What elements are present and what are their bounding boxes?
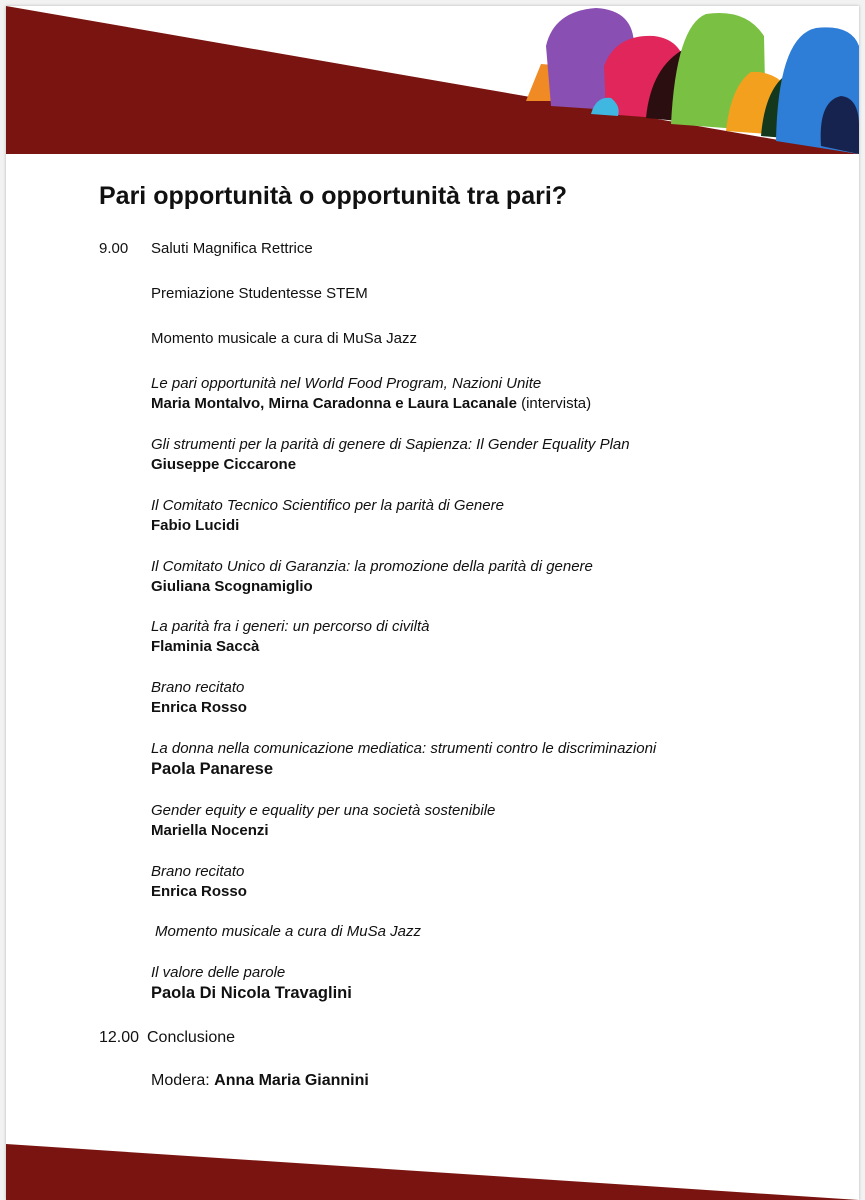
music-item: Momento musicale a cura di MuSa Jazz: [151, 330, 417, 347]
talk-speakers: Enrica Rosso: [151, 883, 247, 900]
talk-speakers: Giuliana Scognamiglio: [151, 578, 313, 595]
music-item: Momento musicale a cura di MuSa Jazz: [155, 923, 421, 940]
talk-title: Brano recitato: [151, 863, 245, 880]
footer-banner: [6, 1136, 859, 1200]
moderator-line: [151, 1072, 369, 1090]
talk-speakers: Paola Di Nicola Travaglini: [151, 984, 352, 1002]
talk-title: Brano recitato: [151, 679, 245, 696]
talk-speakers: Mariella Nocenzi: [151, 822, 269, 839]
talk-speakers: Giuseppe Ciccarone: [151, 456, 297, 473]
moderator-name: Anna Maria Giannini: [214, 1072, 369, 1089]
talk-title: Le pari opportunità nel World Food Program, Nazioni Unite: [151, 375, 542, 392]
talk-speakers: Flaminia Saccà: [151, 638, 260, 655]
talk-title: Il Comitato Unico di Garanzia: la promozione della parità di genere: [151, 558, 593, 575]
awards-item: Premiazione Studentesse STEM: [151, 285, 368, 302]
closing-item: Conclusione: [147, 1029, 236, 1046]
opening-time: 9.00: [99, 240, 129, 257]
moderator-label: Modera:: [151, 1072, 210, 1089]
footer-maroon-band: [6, 1144, 859, 1200]
program-page: [6, 6, 859, 1200]
talk-title: Il Comitato Tecnico Scientifico per la parità di Genere: [151, 497, 504, 514]
talk-title: Gli strumenti per la parità di genere di Sapienza: Il Gender Equality Plan: [151, 436, 630, 453]
talk-title: Gender equity e equality per una società sostenibile: [151, 802, 496, 819]
talk-title: La donna nella comunicazione mediatica: strumenti contro le discriminazioni: [151, 740, 657, 757]
speaker-names: Maria Montalvo, Mirna Caradonna e Laura Lacanale: [151, 395, 517, 412]
page-title: Pari opportunità o opportunità tra pari?: [99, 182, 568, 210]
talk-speakers: Paola Panarese: [151, 760, 273, 778]
header-banner: [6, 6, 859, 156]
opening-item: Saluti Magnifica Rettrice: [151, 240, 313, 257]
talk-speakers: Enrica Rosso: [151, 699, 247, 716]
closing-time: 12.00: [99, 1029, 140, 1046]
talk-speakers: [151, 395, 591, 413]
talk-title: La parità fra i generi: un percorso di civiltà: [151, 618, 430, 635]
speaker-note: (intervista): [516, 395, 592, 412]
talk-title: Il valore delle parole: [151, 964, 286, 981]
talk-speakers: Fabio Lucidi: [151, 517, 240, 534]
